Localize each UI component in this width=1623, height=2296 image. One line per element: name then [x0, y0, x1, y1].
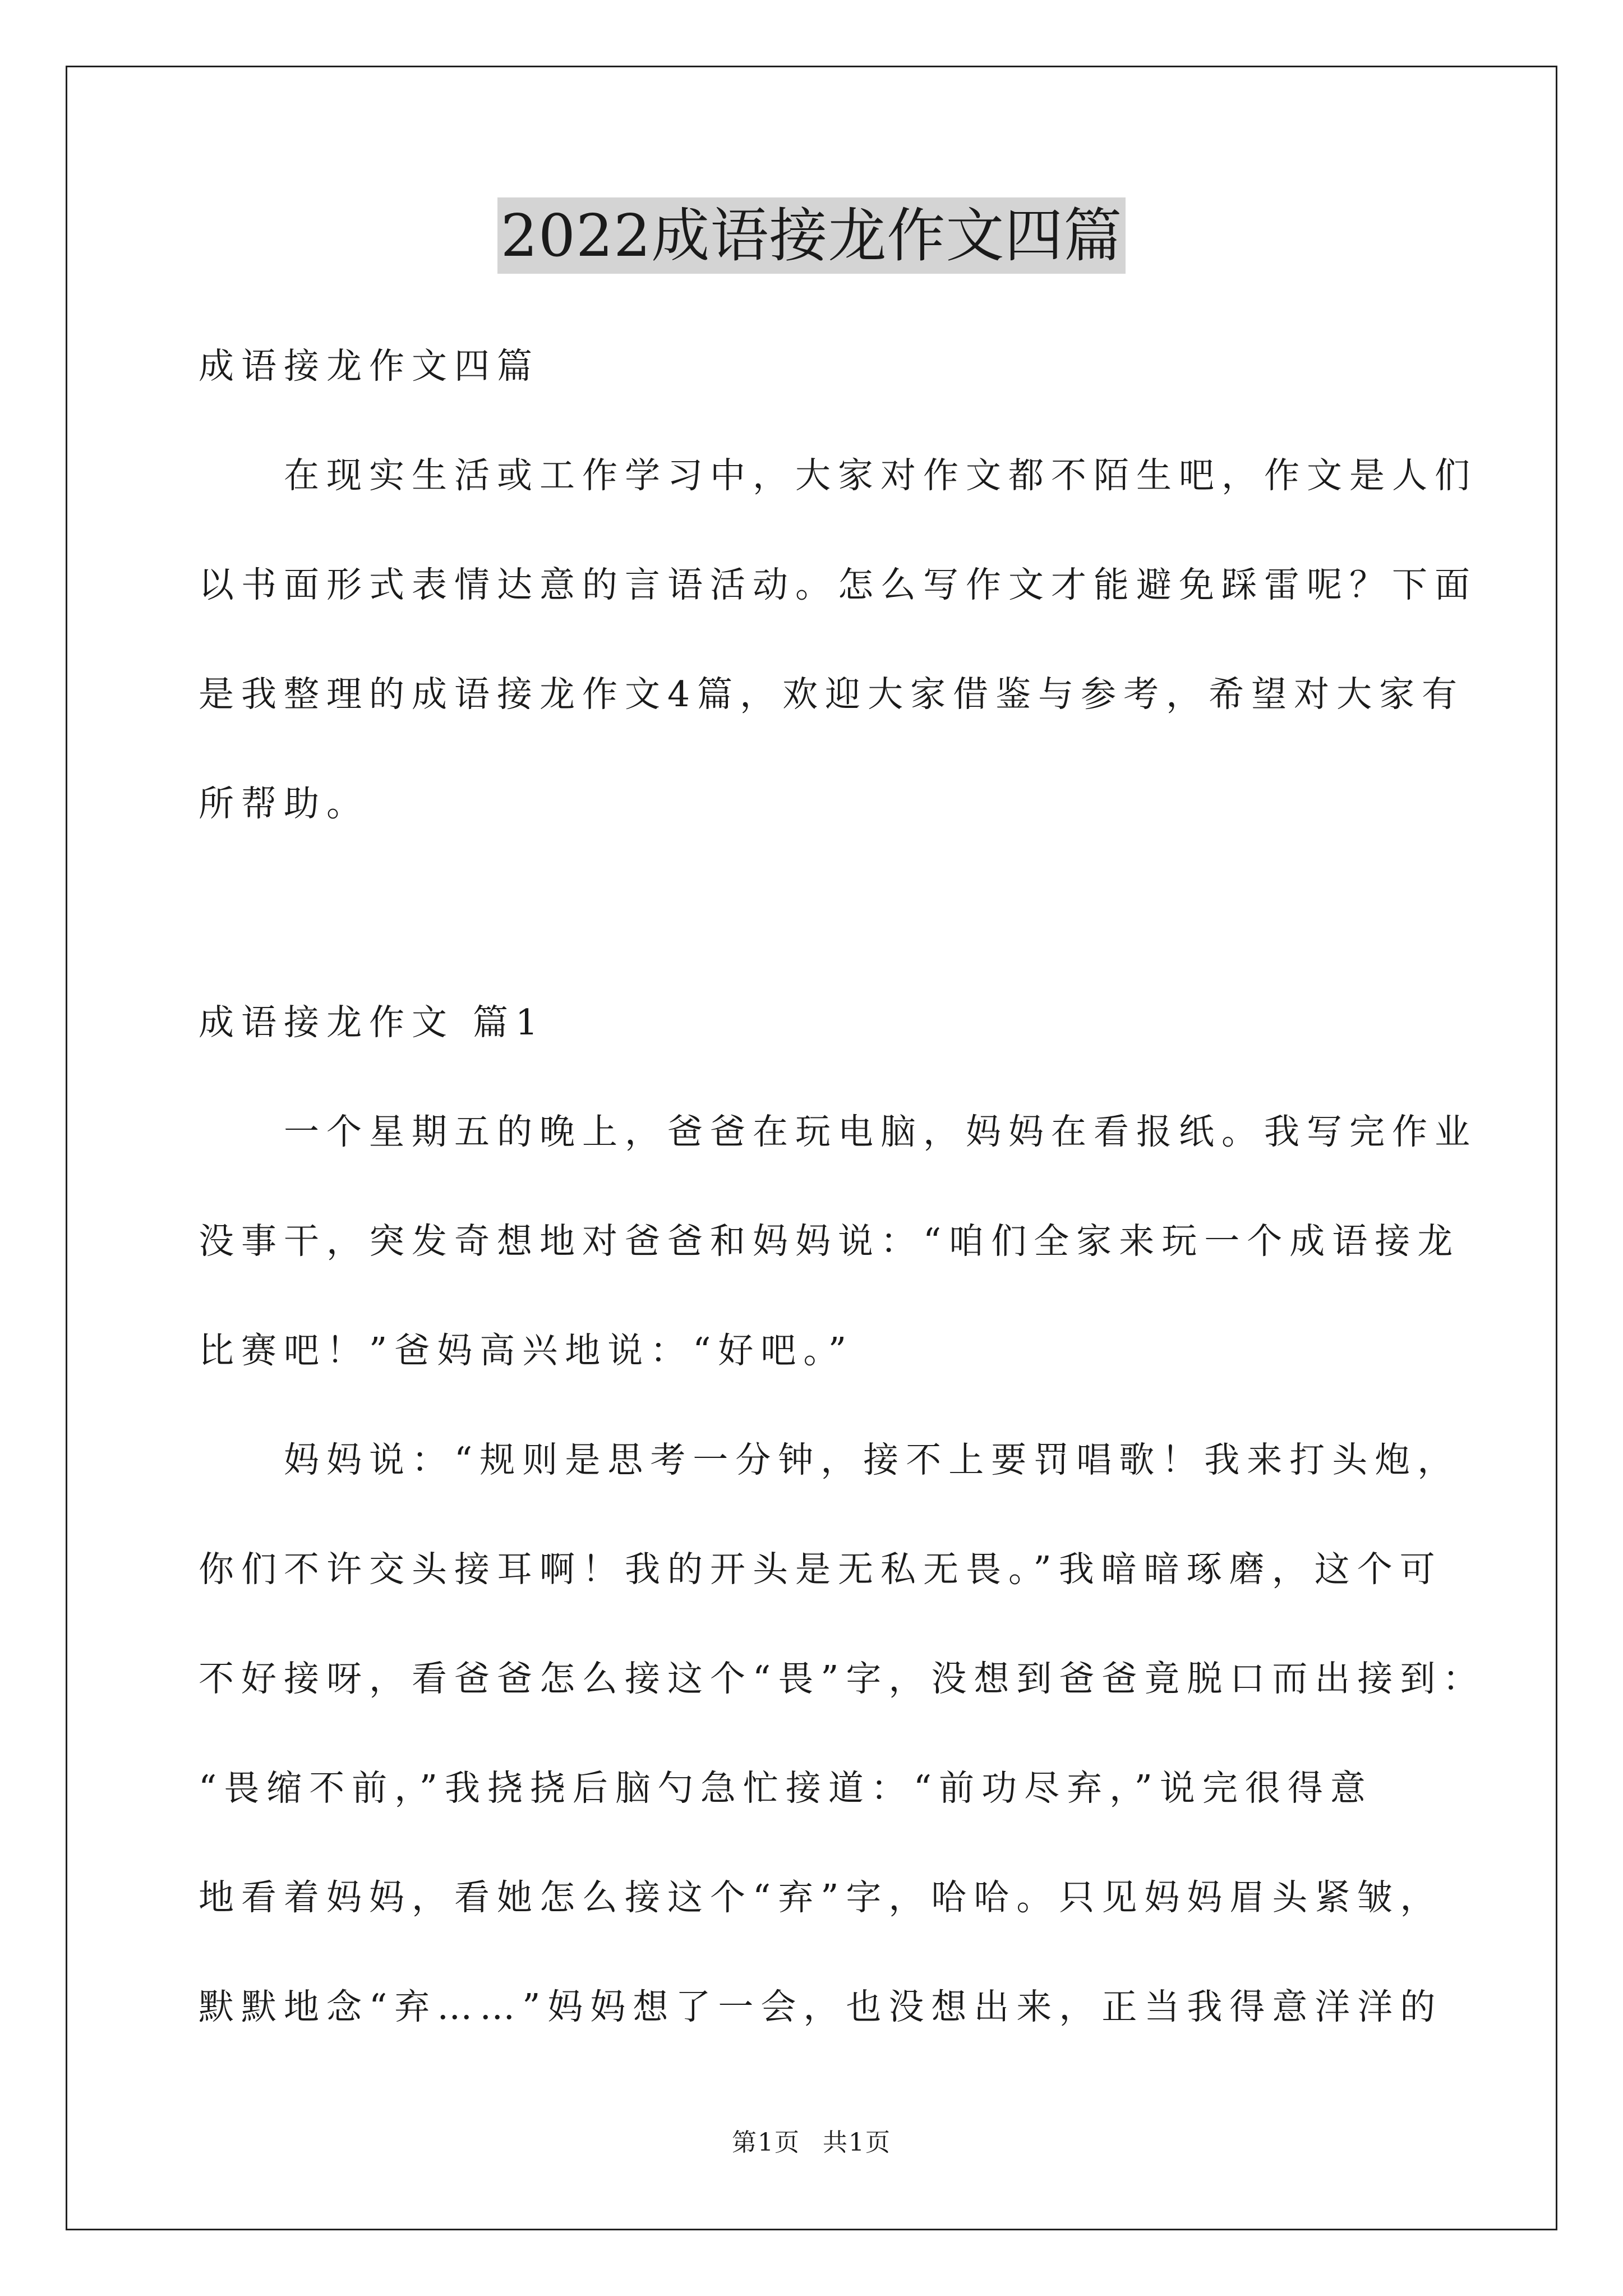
section-heading: 成语接龙作文 篇1	[199, 1002, 546, 1043]
title-container	[0, 197, 1623, 274]
document-body	[199, 311, 1486, 2062]
intro-line: 是我整理的成语接龙作文4篇，欢迎大家借鉴与参考，希望对大家有	[199, 674, 1465, 715]
paragraph-line: 没事干，突发奇想地对爸爸和妈妈说：“咱们全家来玩一个成语接龙	[199, 1221, 1460, 1262]
paragraph-line: 你们不许交头接耳啊！我的开头是无私无畏。”我暗暗琢磨，这个可	[199, 1549, 1442, 1590]
document-title: 2022成语接龙作文四篇	[497, 197, 1126, 274]
page-number: 第1页	[732, 2128, 800, 2157]
paragraph-spacer	[199, 858, 1432, 968]
paragraph-line: 一个星期五的晚上，爸爸在玩电脑，妈妈在看报纸。我写完作业	[284, 1111, 1477, 1152]
paragraph-line: 比赛吧！”爸妈高兴地说：“好吧。”	[199, 1330, 854, 1371]
paragraph-line: 不好接呀，看爸爸怎么接这个“畏”字，没想到爸爸竟脱口而出接到：	[199, 1658, 1486, 1699]
intro-line: 所帮助。	[199, 783, 369, 824]
paragraph-line: 妈妈说：“规则是思考一分钟，接不上要罚唱歌！我来打头炮，	[284, 1439, 1460, 1480]
intro-line: 以书面形式表情达意的言语活动。怎么写作文才能避免踩雷呢？下面	[199, 564, 1477, 605]
intro-line: 在现实生活或工作学习中，大家对作文都不陌生吧，作文是人们	[284, 455, 1477, 496]
page-total: 共1页	[823, 2128, 891, 2157]
paragraph-line: “畏缩不前，”我挠挠后脑勺急忙接道：“前功尽弃，”说完很得意	[199, 1768, 1373, 1809]
paragraph-line: 默默地念“弃……”妈妈想了一会，也没想出来，正当我得意洋洋的	[199, 1986, 1443, 2027]
document-subtitle: 成语接龙作文四篇	[199, 346, 540, 386]
page-footer	[0, 2126, 1623, 2160]
paragraph-line: 地看着妈妈，看她怎么接这个“弃”字，哈哈。只见妈妈眉头紧皱，	[199, 1877, 1443, 1918]
